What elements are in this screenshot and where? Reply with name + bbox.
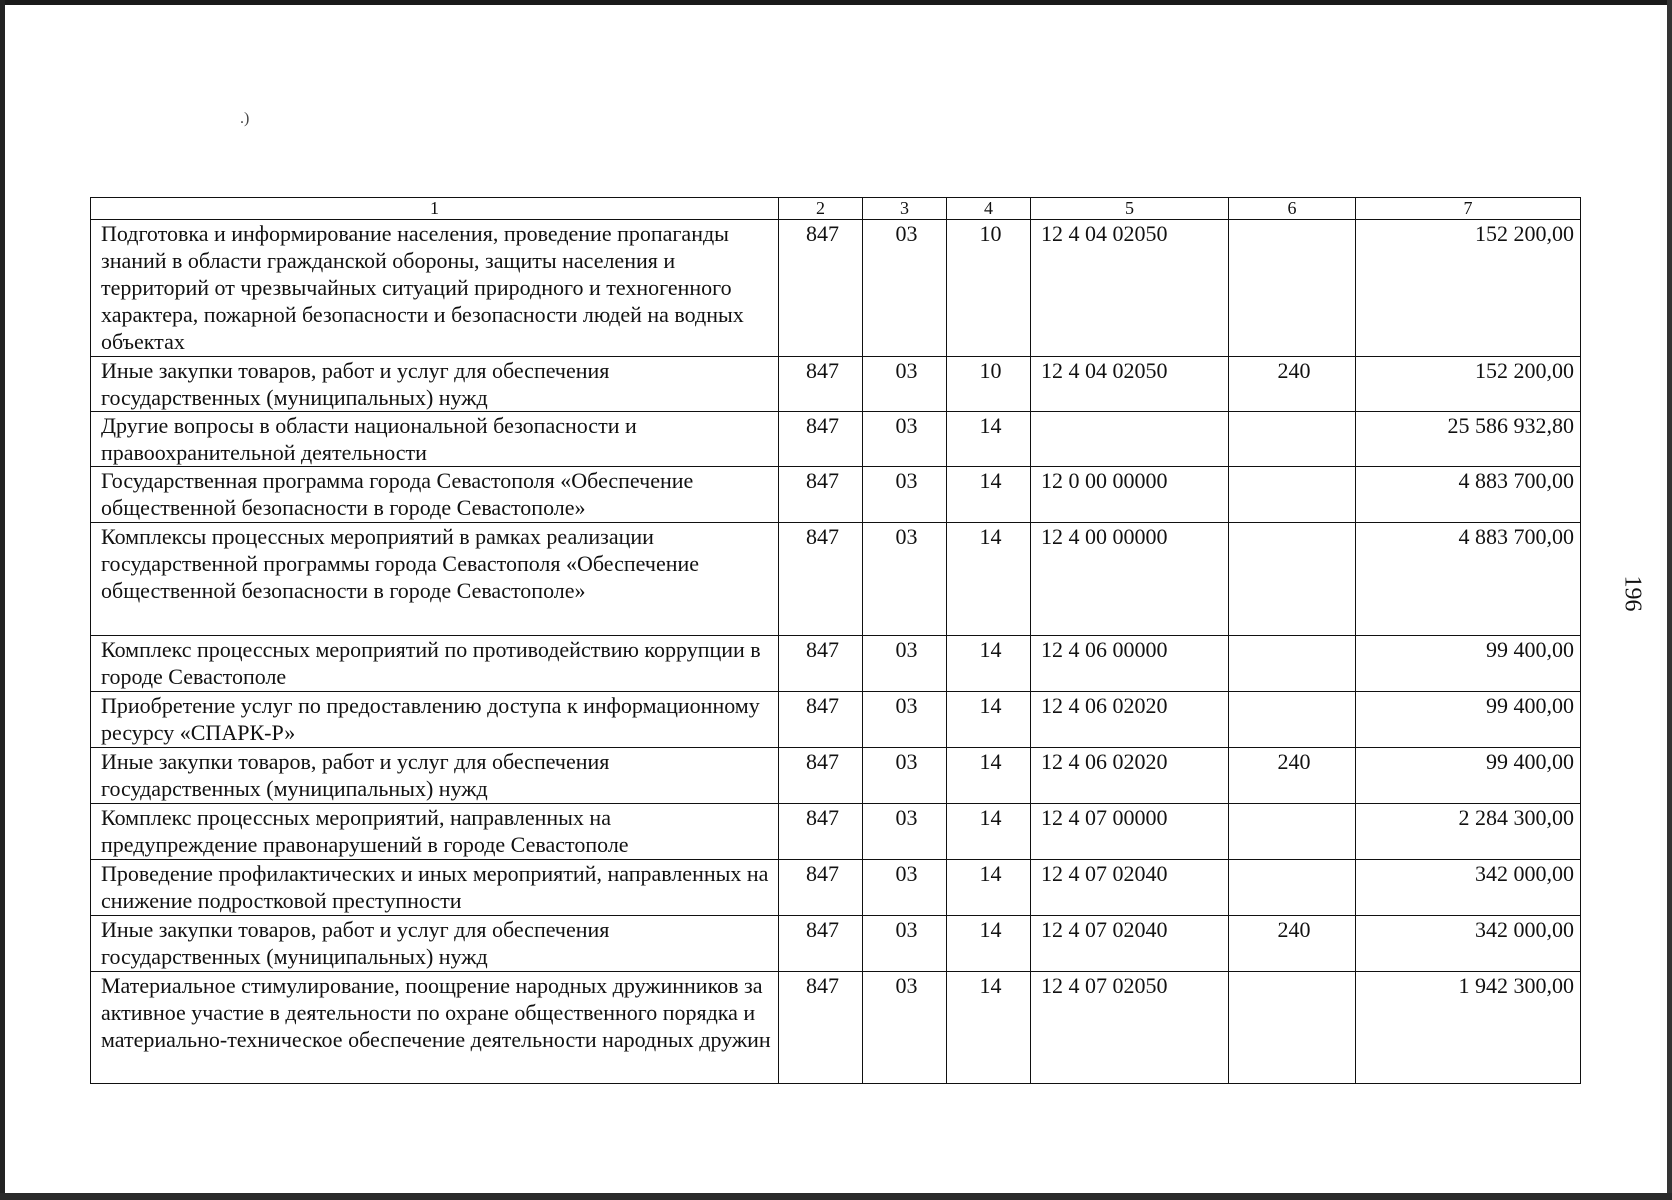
table-row xyxy=(91,220,1581,357)
row-name: Приобретение услуг по предоставлению доступа к информационному ресурсу «СПАРК-Р» xyxy=(91,692,779,748)
row-target-article xyxy=(1031,412,1229,467)
row-grbs: 847 xyxy=(779,523,863,636)
row-name: Иные закупки товаров, работ и услуг для обеспечения государственных (муниципальных) нужд xyxy=(91,748,779,804)
row-target-article: 12 4 07 02050 xyxy=(1031,972,1229,1084)
row-name: Комплекс процессных мероприятий, направленных на предупреждение правонарушений в городе Севастополе xyxy=(91,804,779,860)
row-amount: 4 883 700,00 xyxy=(1356,467,1581,523)
row-name: Комплекс процессных мероприятий по противодействию коррупции в городе Севастополе xyxy=(91,636,779,692)
row-grbs: 847 xyxy=(779,972,863,1084)
row-expense-type xyxy=(1229,804,1356,860)
table-row xyxy=(91,692,1581,748)
table-row xyxy=(91,860,1581,916)
row-amount: 2 284 300,00 xyxy=(1356,804,1581,860)
row-section: 03 xyxy=(863,692,947,748)
table-row xyxy=(91,412,1581,467)
row-section: 03 xyxy=(863,748,947,804)
row-grbs: 847 xyxy=(779,467,863,523)
row-target-article: 12 4 06 02020 xyxy=(1031,748,1229,804)
header-cell-5: 5 xyxy=(1031,198,1229,220)
row-expense-type: 240 xyxy=(1229,748,1356,804)
budget-table xyxy=(90,197,1581,1084)
row-subsection: 14 xyxy=(947,467,1031,523)
row-grbs: 847 xyxy=(779,748,863,804)
row-amount: 99 400,00 xyxy=(1356,636,1581,692)
row-grbs: 847 xyxy=(779,916,863,972)
header-cell-6: 6 xyxy=(1229,198,1356,220)
row-subsection: 14 xyxy=(947,804,1031,860)
row-expense-type xyxy=(1229,860,1356,916)
row-expense-type xyxy=(1229,220,1356,357)
row-section: 03 xyxy=(863,357,947,412)
table-row xyxy=(91,748,1581,804)
row-amount: 152 200,00 xyxy=(1356,220,1581,357)
row-target-article: 12 4 07 00000 xyxy=(1031,804,1229,860)
row-name: Иные закупки товаров, работ и услуг для обеспечения государственных (муниципальных) нужд xyxy=(91,357,779,412)
row-name: Подготовка и информирование населения, проведение пропаганды знаний в области гражданской обороны, защиты населения и территорий от чрезвычайных ситуаций природного и техногенного характера, пожарной безопасности и безопасности людей на водных объектах xyxy=(91,220,779,357)
row-grbs: 847 xyxy=(779,357,863,412)
row-subsection: 14 xyxy=(947,692,1031,748)
row-name: Комплексы процессных мероприятий в рамках реализации государственной программы города Севастополя «Обеспечение общественной безопасности в городе Севастополе» xyxy=(91,523,779,636)
row-subsection: 10 xyxy=(947,357,1031,412)
row-name: Проведение профилактических и иных мероприятий, направленных на снижение подростковой преступности xyxy=(91,860,779,916)
table-row xyxy=(91,636,1581,692)
row-expense-type xyxy=(1229,467,1356,523)
row-grbs: 847 xyxy=(779,636,863,692)
row-section: 03 xyxy=(863,412,947,467)
row-subsection: 14 xyxy=(947,412,1031,467)
row-name: Государственная программа города Севастополя «Обеспечение общественной безопасности в городе Севастополе» xyxy=(91,467,779,523)
row-section: 03 xyxy=(863,636,947,692)
table-row xyxy=(91,972,1581,1084)
row-subsection: 14 xyxy=(947,748,1031,804)
table-row xyxy=(91,523,1581,636)
row-grbs: 847 xyxy=(779,220,863,357)
header-cell-4: 4 xyxy=(947,198,1031,220)
table-row xyxy=(91,357,1581,412)
row-amount: 342 000,00 xyxy=(1356,860,1581,916)
row-target-article: 12 4 06 00000 xyxy=(1031,636,1229,692)
scan-border-bottom xyxy=(0,1193,1672,1200)
row-section: 03 xyxy=(863,467,947,523)
row-grbs: 847 xyxy=(779,692,863,748)
header-row xyxy=(91,198,1581,220)
table-row xyxy=(91,916,1581,972)
scan-border-top xyxy=(0,0,1672,5)
row-amount: 4 883 700,00 xyxy=(1356,523,1581,636)
row-amount: 99 400,00 xyxy=(1356,748,1581,804)
row-target-article: 12 4 04 02050 xyxy=(1031,357,1229,412)
header-cell-7: 7 xyxy=(1356,198,1581,220)
row-target-article: 12 4 07 02040 xyxy=(1031,860,1229,916)
row-name: Другие вопросы в области национальной безопасности и правоохранительной деятельности xyxy=(91,412,779,467)
table-row xyxy=(91,467,1581,523)
row-subsection: 14 xyxy=(947,916,1031,972)
row-amount: 1 942 300,00 xyxy=(1356,972,1581,1084)
row-name: Материальное стимулирование, поощрение народных дружинников за активное участие в деятельности по охране общественного порядка и материально-техническое обеспечение деятельности народных дружин xyxy=(91,972,779,1084)
row-section: 03 xyxy=(863,860,947,916)
row-amount: 25 586 932,80 xyxy=(1356,412,1581,467)
row-section: 03 xyxy=(863,972,947,1084)
row-expense-type xyxy=(1229,636,1356,692)
scan-mark: .) xyxy=(240,110,250,127)
row-subsection: 10 xyxy=(947,220,1031,357)
row-expense-type xyxy=(1229,692,1356,748)
row-section: 03 xyxy=(863,804,947,860)
row-target-article: 12 4 04 02050 xyxy=(1031,220,1229,357)
table-row xyxy=(91,804,1581,860)
row-target-article: 12 0 00 00000 xyxy=(1031,467,1229,523)
row-grbs: 847 xyxy=(779,412,863,467)
scan-border-left xyxy=(0,0,5,1200)
row-grbs: 847 xyxy=(779,804,863,860)
row-section: 03 xyxy=(863,523,947,636)
row-expense-type: 240 xyxy=(1229,357,1356,412)
row-subsection: 14 xyxy=(947,860,1031,916)
row-grbs: 847 xyxy=(779,860,863,916)
row-section: 03 xyxy=(863,916,947,972)
row-expense-type xyxy=(1229,412,1356,467)
row-amount: 342 000,00 xyxy=(1356,916,1581,972)
row-target-article: 12 4 07 02040 xyxy=(1031,916,1229,972)
row-subsection: 14 xyxy=(947,972,1031,1084)
row-expense-type xyxy=(1229,972,1356,1084)
header-cell-1: 1 xyxy=(91,198,779,220)
row-expense-type: 240 xyxy=(1229,916,1356,972)
row-subsection: 14 xyxy=(947,636,1031,692)
header-cell-3: 3 xyxy=(863,198,947,220)
page-number: 196 xyxy=(1619,575,1646,612)
row-amount: 99 400,00 xyxy=(1356,692,1581,748)
row-amount: 152 200,00 xyxy=(1356,357,1581,412)
header-cell-2: 2 xyxy=(779,198,863,220)
row-expense-type xyxy=(1229,523,1356,636)
row-section: 03 xyxy=(863,220,947,357)
scan-border-right xyxy=(1667,0,1672,1200)
row-target-article: 12 4 06 02020 xyxy=(1031,692,1229,748)
row-name: Иные закупки товаров, работ и услуг для обеспечения государственных (муниципальных) нужд xyxy=(91,916,779,972)
row-target-article: 12 4 00 00000 xyxy=(1031,523,1229,636)
row-subsection: 14 xyxy=(947,523,1031,636)
